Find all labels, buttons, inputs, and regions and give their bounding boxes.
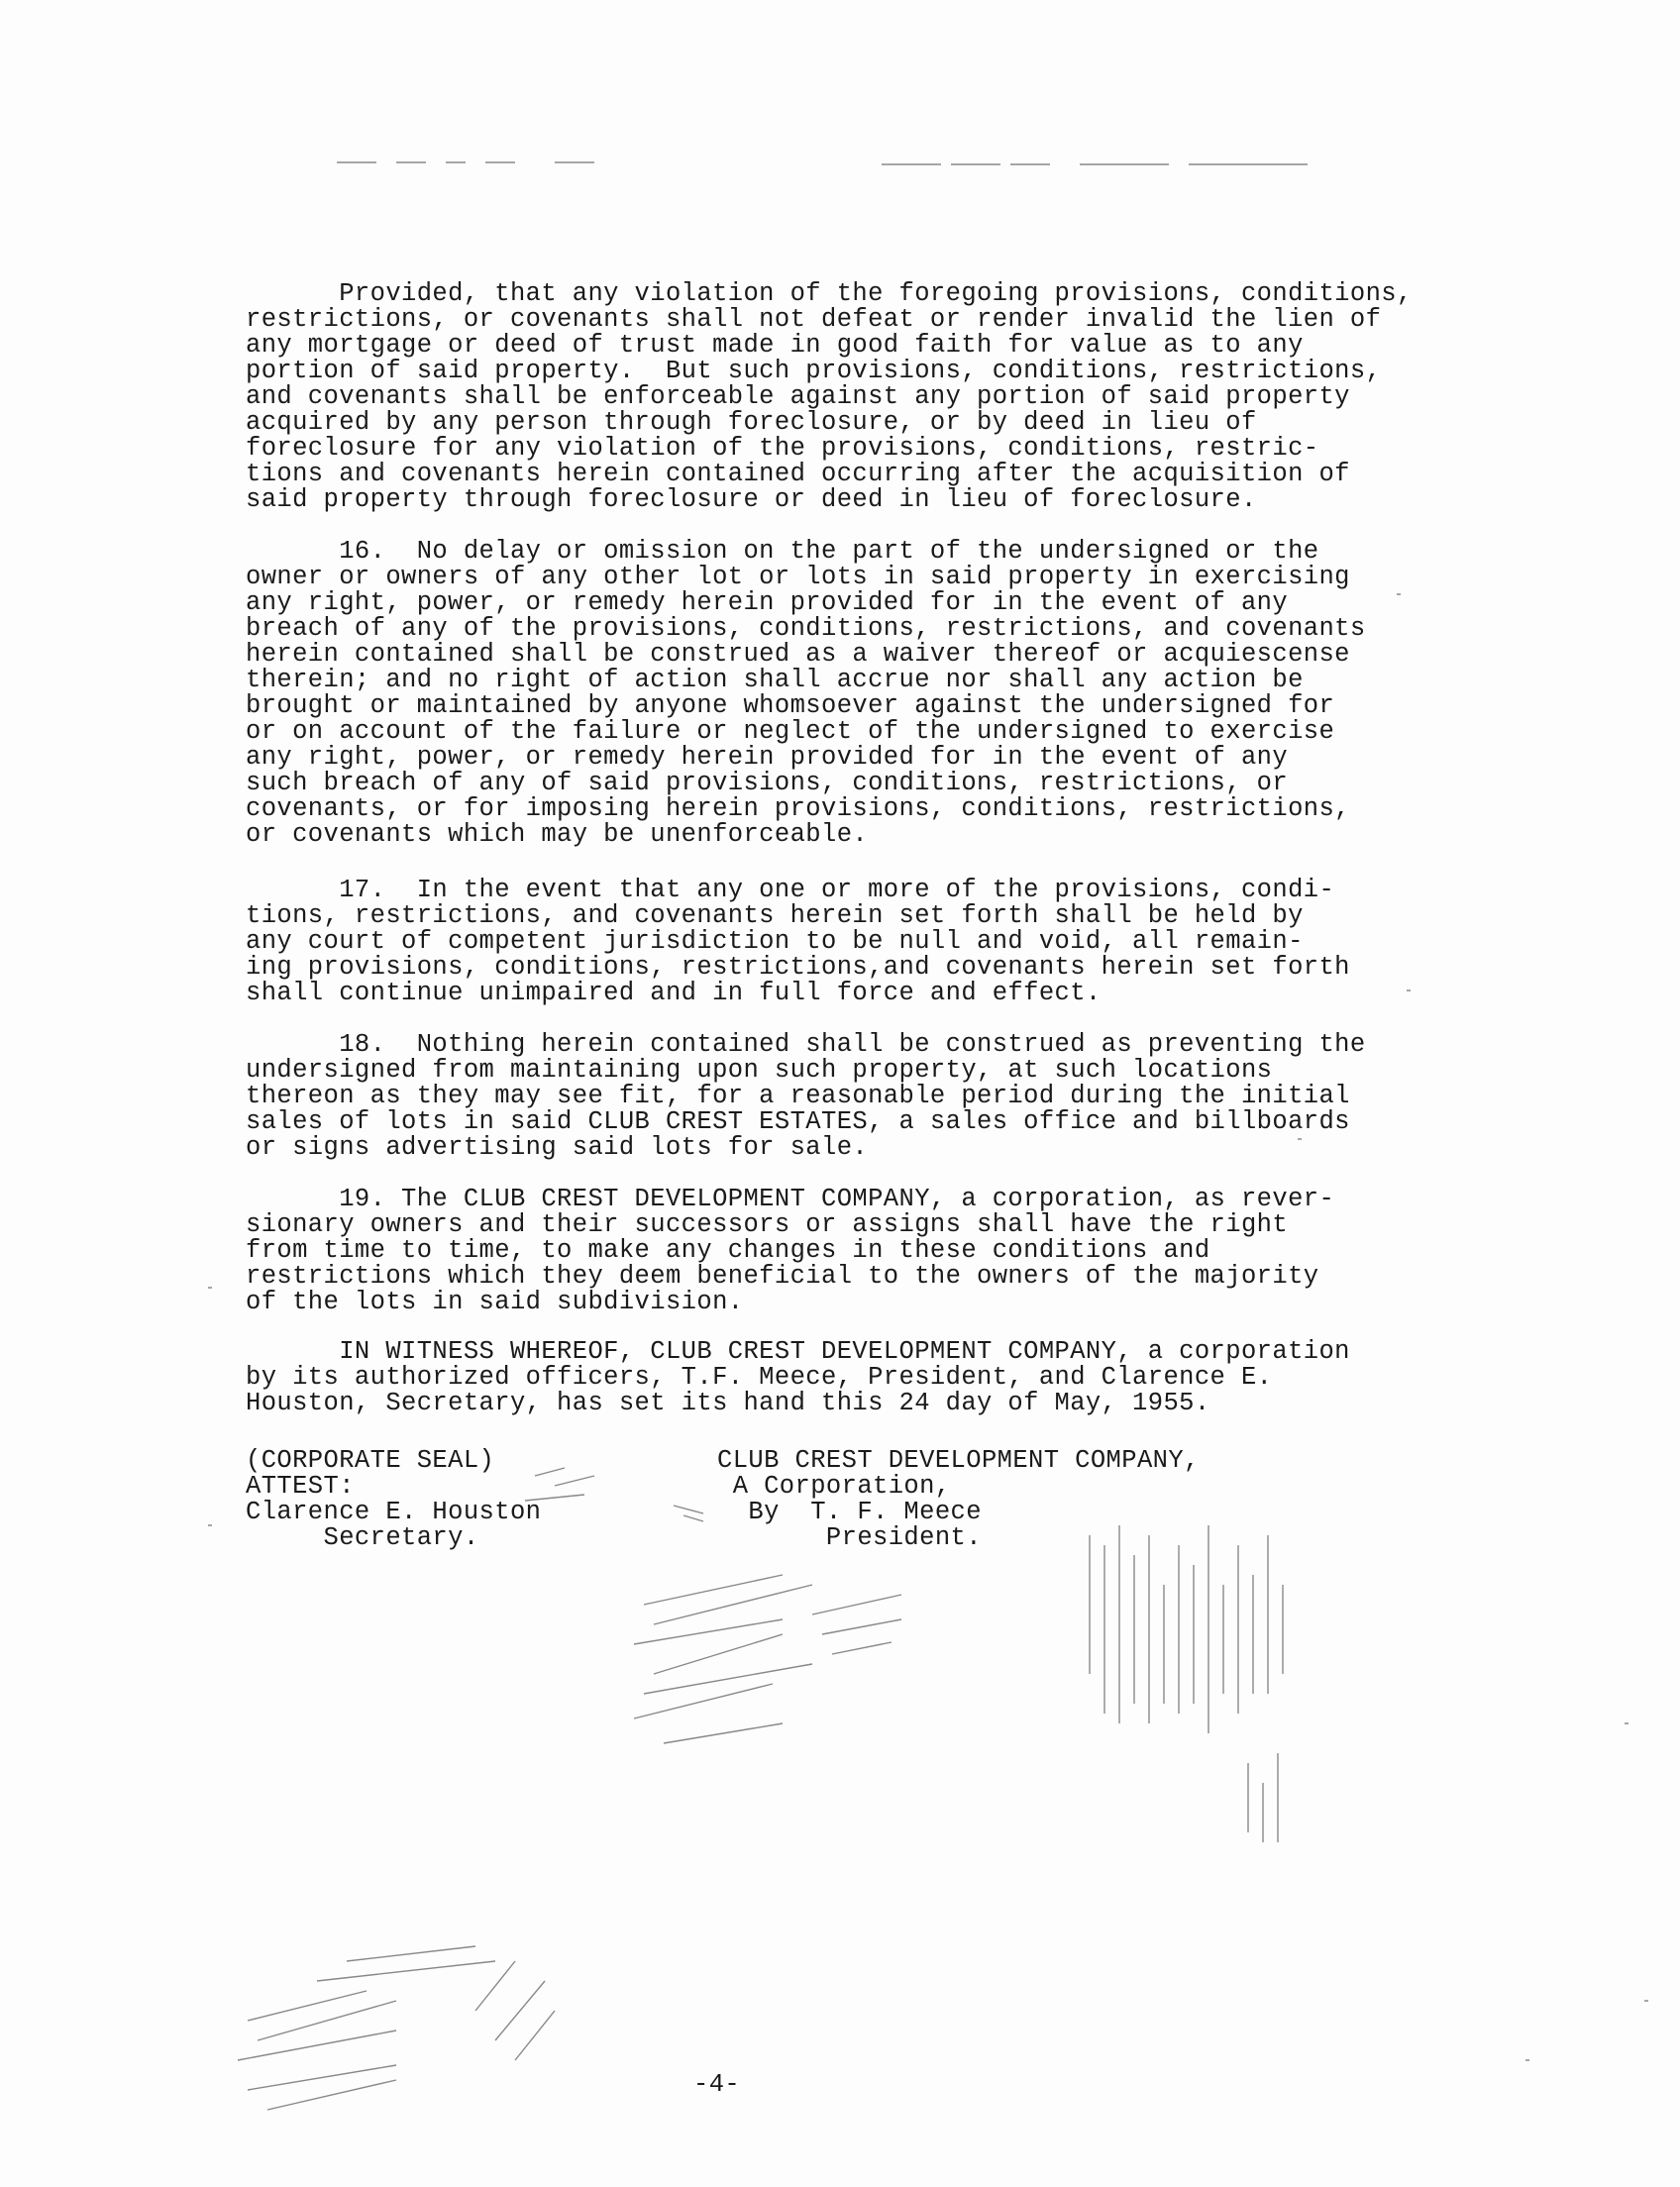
paragraph-provided: Provided, that any violation of the foregoing provisions, conditions, restrictions, or covenants shall not defeat or render invalid the lien of any mortgage or deed of trust made in good faith for value as to any portion of said property. But such provisions, conditions, restrictions, and covenants shall be enforceable against any portion of said property acquired by any person through foreclosure, or by deed in lieu of foreclosure for any violation of the provisions, conditions, restric- tions and covenants herein contained occurring after the acquisition of said property through foreclosure or deed in lieu of foreclosure.: [246, 279, 1413, 514]
company-signature-block: CLUB CREST DEVELOPMENT COMPANY, A Corporation, By T. F. Meece President.: [717, 1446, 1200, 1552]
paragraph-18: 18. Nothing herein contained shall be construed as preventing the undersigned from maintaining upon such property, at such locations thereon as they may see fit, for a reasonable period during the initial sales of lots in said CLUB CREST ESTATES, a sales office and billboards or signs advertising said lots for sale.: [246, 1030, 1366, 1162]
paragraph-16: 16. No delay or omission on the part of the undersigned or the owner or owners of any other lot or lots in said property in exercising any right, power, or remedy herein provided for in the event of any breach of any of the provisions, conditions, restrictions, and covenants herein contained shall be construed as a waiver thereof or acquiescense therein; and no right of action shall accrue nor shall any action be brought or maintained by anyone whomsoever against the undersigned for or on account of the failure or neglect of the undersigned to exercise any right, power, or remedy herein provided for in the event of any such breach of any of said provisions, conditions, restrictions, or covenants, or for imposing herein provisions, conditions, restrictions, or covenants which may be unenforceable.: [246, 537, 1366, 849]
attest-signature-block: (CORPORATE SEAL) ATTEST: Clarence E. Houston Secretary.: [246, 1446, 542, 1552]
page-number: -4-: [693, 2070, 741, 2099]
paragraph-19: 19. The CLUB CREST DEVELOPMENT COMPANY, a corporation, as rever- sionary owners and their successors or assigns shall have the right from time to time, to make any changes in these conditions and restrictions which they deem beneficial to the owners of the majority of the lots in said subdivision.: [246, 1185, 1335, 1316]
paragraph-17: 17. In the event that any one or more of the provisions, condi- tions, restrictions, and covenants herein set forth shall be held by any court of competent jurisdiction to be null and void, all remain- ing provisions, conditions, restrictions,and covenants herein set forth shall continue unimpaired and in full force and effect.: [246, 876, 1350, 1007]
witness-clause: IN WITNESS WHEREOF, CLUB CREST DEVELOPMENT COMPANY, a corporation by its authorized officers, T.F. Meece, President, and Clarence E. Houston, Secretary, has set its hand this 24 day of May, 1955.: [246, 1337, 1350, 1417]
